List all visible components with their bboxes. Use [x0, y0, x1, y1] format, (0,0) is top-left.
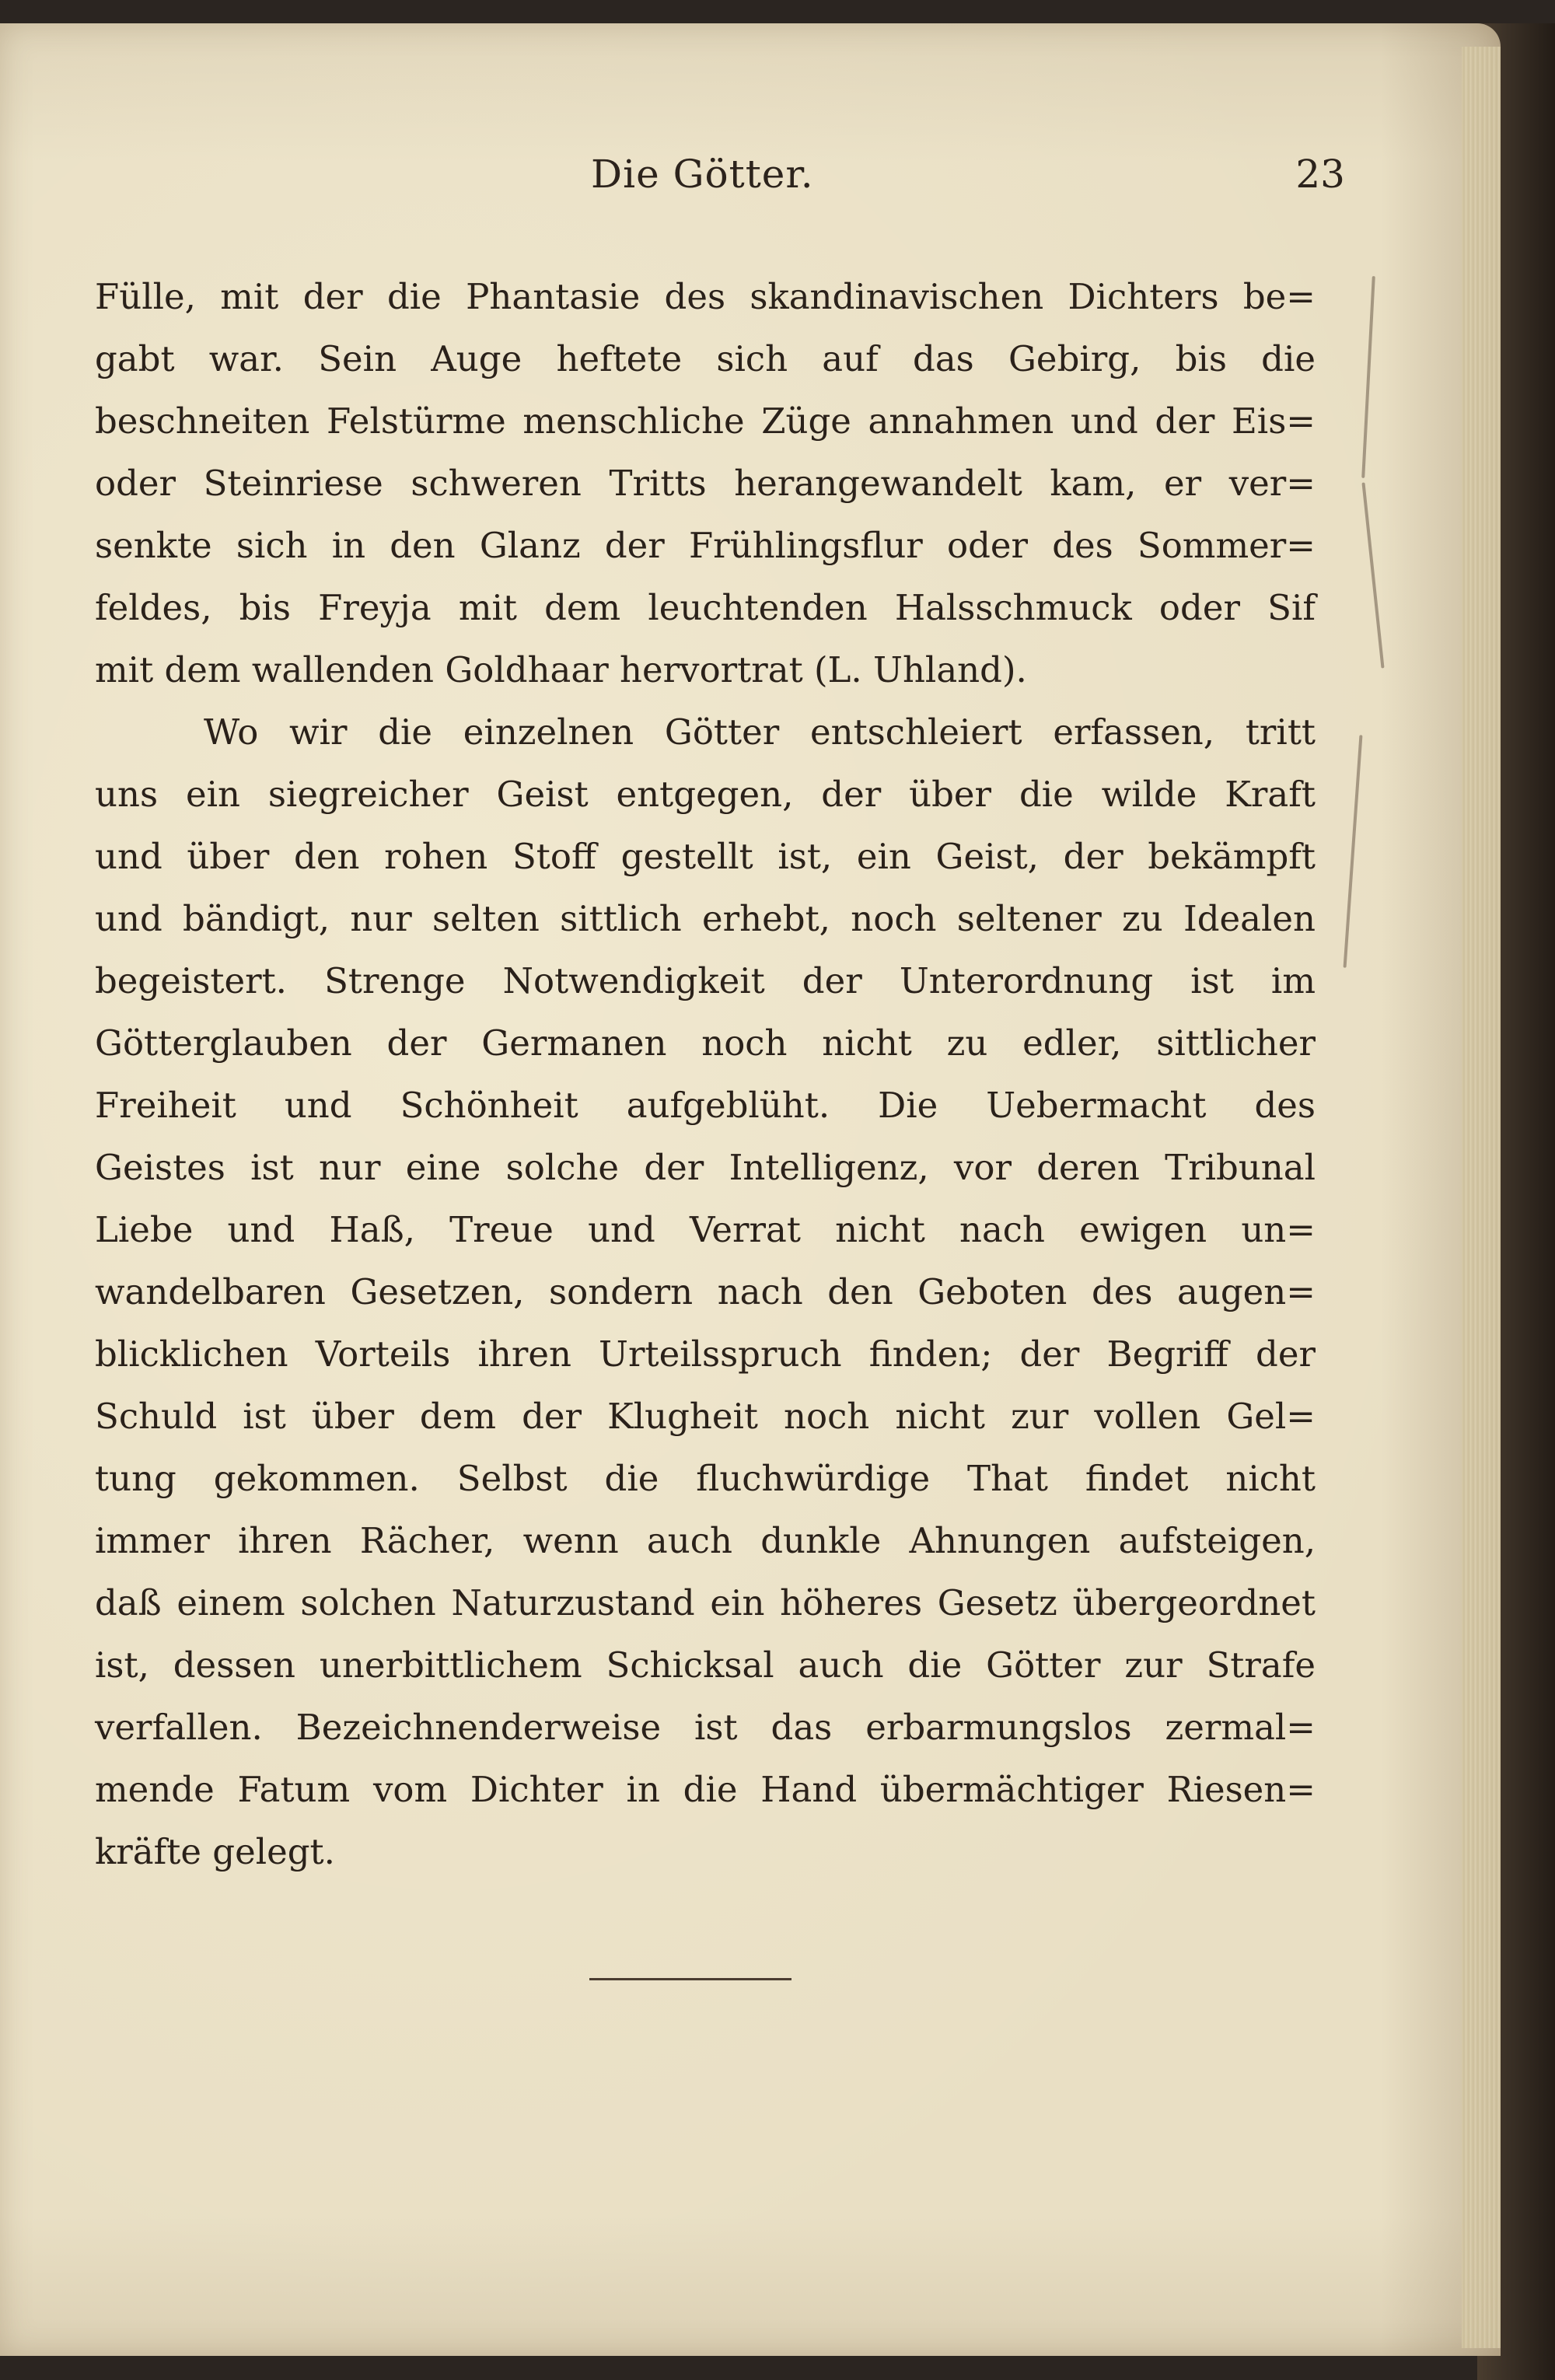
- text-line: feldes, bis Freyja mit dem leuchtenden Halsschmuck oder Sif: [95, 587, 1316, 628]
- page-number: 23: [1295, 152, 1345, 197]
- text-line: ist, dessen unerbittlichem Schicksal auch die Götter zur Strafe: [95, 1644, 1316, 1686]
- text-line: wandelbaren Gesetzen, sondern nach den Geboten des augen=: [95, 1271, 1316, 1312]
- text-line: Geistes ist nur eine solche der Intelligenz, vor deren Tribunal: [95, 1147, 1316, 1188]
- text-line: gabt war. Sein Auge heftete sich auf das Gebirg, bis die: [95, 338, 1316, 379]
- text-line: Schuld ist über dem der Klugheit noch nicht zur vollen Gel=: [95, 1396, 1316, 1437]
- text-line: und bändigt, nur selten sittlich erhebt, noch seltener zu Idealen: [95, 898, 1316, 939]
- text-line: und über den rohen Stoff gestellt ist, ein Geist, der bekämpft: [95, 836, 1316, 877]
- text-line: verfallen. Bezeichnenderweise ist das erbarmungslos zermal=: [95, 1707, 1316, 1748]
- body-text: [95, 266, 1316, 1883]
- text-line: senkte sich in den Glanz der Frühlingsflur oder des Sommer=: [95, 525, 1316, 566]
- text-line: tung gekommen. Selbst die fluchwürdige That findet nicht: [95, 1458, 1316, 1499]
- text-line: uns ein siegreicher Geist entgegen, der über die wilde Kraft: [95, 774, 1316, 815]
- page-header: [93, 152, 1345, 229]
- end-rule: [589, 1978, 791, 1980]
- text-line: begeistert. Strenge Notwendigkeit der Unterordnung ist im: [95, 960, 1316, 1001]
- text-line: Wo wir die einzelnen Götter entschleiert erfassen, tritt: [204, 711, 1316, 753]
- running-head: Die Götter.: [591, 152, 814, 197]
- page-edge-stack: [1462, 47, 1501, 2348]
- text-line: oder Steinriese schweren Tritts herangewandelt kam, er ver=: [95, 463, 1316, 504]
- text-line: Fülle, mit der die Phantasie des skandinavischen Dichters be=: [95, 276, 1316, 317]
- text-line: Liebe und Haß, Treue und Verrat nicht nach ewigen un=: [95, 1209, 1316, 1250]
- text-line: mit dem wallenden Goldhaar hervortrat (L. Uhland).: [95, 649, 1027, 690]
- text-line: mende Fatum vom Dichter in die Hand übermächtiger Riesen=: [95, 1769, 1316, 1810]
- text-line: blicklichen Vorteils ihren Urteilsspruch finden; der Begriff der: [95, 1333, 1316, 1375]
- text-line: daß einem solchen Naturzustand ein höheres Gesetz übergeordnet: [95, 1582, 1316, 1623]
- text-line: kräfte gelegt.: [95, 1831, 335, 1872]
- text-line: beschneiten Felstürme menschliche Züge annahmen und der Eis=: [95, 400, 1316, 442]
- text-line: immer ihren Rächer, wenn auch dunkle Ahnungen aufsteigen,: [95, 1520, 1316, 1561]
- text-line: Freiheit und Schönheit aufgeblüht. Die Uebermacht des: [95, 1085, 1316, 1126]
- text-line: Götterglauben der Germanen noch nicht zu edler, sittlicher: [95, 1022, 1316, 1064]
